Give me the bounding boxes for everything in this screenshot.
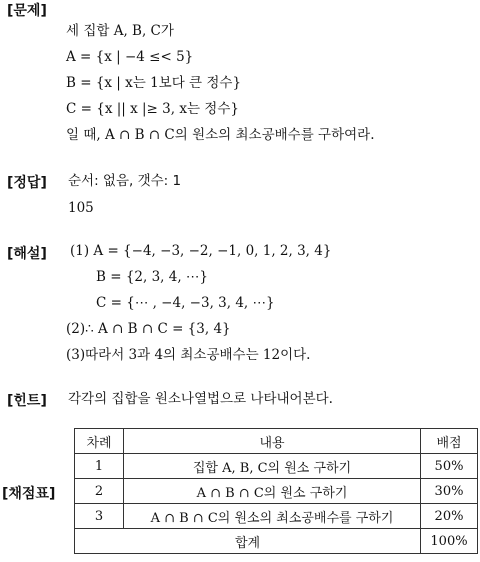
- row-points: 30%: [421, 479, 478, 504]
- total-label: 합계: [75, 529, 421, 554]
- row-content: 집합 A, B, C의 원소 구하기: [124, 454, 421, 479]
- row-order: 1: [75, 454, 124, 479]
- solution-line-1: (1) A = {−4, −3, −2, −1, 0, 1, 2, 3, 4}: [70, 243, 332, 259]
- scoring-label: [채점표]: [2, 486, 56, 502]
- answer-label: [정답]: [7, 175, 47, 191]
- solution-line-2: B = {2, 3, 4, ⋯}: [96, 269, 209, 285]
- solution-line-3: C = {⋯ , −4, −3, 3, 4, ⋯}: [96, 295, 275, 311]
- header-content: 내용: [124, 429, 421, 454]
- solution-line-4: (2)∴ A ∩ B ∩ C = {3, 4}: [66, 321, 231, 337]
- answer-meta: 순서: 없음, 갯수: 1: [68, 173, 182, 189]
- problem-line-2: A = {x | −4 ≤< 5}: [66, 49, 194, 65]
- total-points: 100%: [421, 529, 478, 554]
- problem-line-4: C = {x || x |≥ 3, x는 정수}: [66, 101, 239, 117]
- row-points: 50%: [421, 454, 478, 479]
- scoring-table: [74, 428, 478, 554]
- problem-line-3: B = {x | x는 1보다 큰 정수}: [66, 75, 242, 91]
- hint-label: [힌트]: [7, 393, 47, 409]
- row-content: A ∩ B ∩ C의 원소의 최소공배수를 구하기: [124, 504, 421, 529]
- row-order: 2: [75, 479, 124, 504]
- problem-line-5: 일 때, A ∩ B ∩ C의 원소의 최소공배수를 구하여라.: [66, 127, 375, 143]
- row-content: A ∩ B ∩ C의 원소 구하기: [124, 479, 421, 504]
- problem-label: [문제]: [7, 3, 47, 19]
- problem-line-1: 세 집합 A, B, C가: [66, 23, 174, 39]
- hint-text: 각각의 집합을 원소나열법으로 나타내어본다.: [68, 391, 333, 407]
- row-points: 20%: [421, 504, 478, 529]
- table-row: [75, 479, 478, 504]
- table-row: [75, 454, 478, 479]
- header-points: 배점: [421, 429, 478, 454]
- solution-line-5: (3)따라서 3과 4의 최소공배수는 12이다.: [66, 347, 311, 363]
- solution-label: [해설]: [7, 246, 47, 262]
- header-order: 차례: [75, 429, 124, 454]
- row-order: 3: [75, 504, 124, 529]
- total-row: [75, 529, 478, 554]
- scoring-header-row: [75, 429, 478, 454]
- table-row: [75, 504, 478, 529]
- answer-value: 105: [68, 200, 94, 216]
